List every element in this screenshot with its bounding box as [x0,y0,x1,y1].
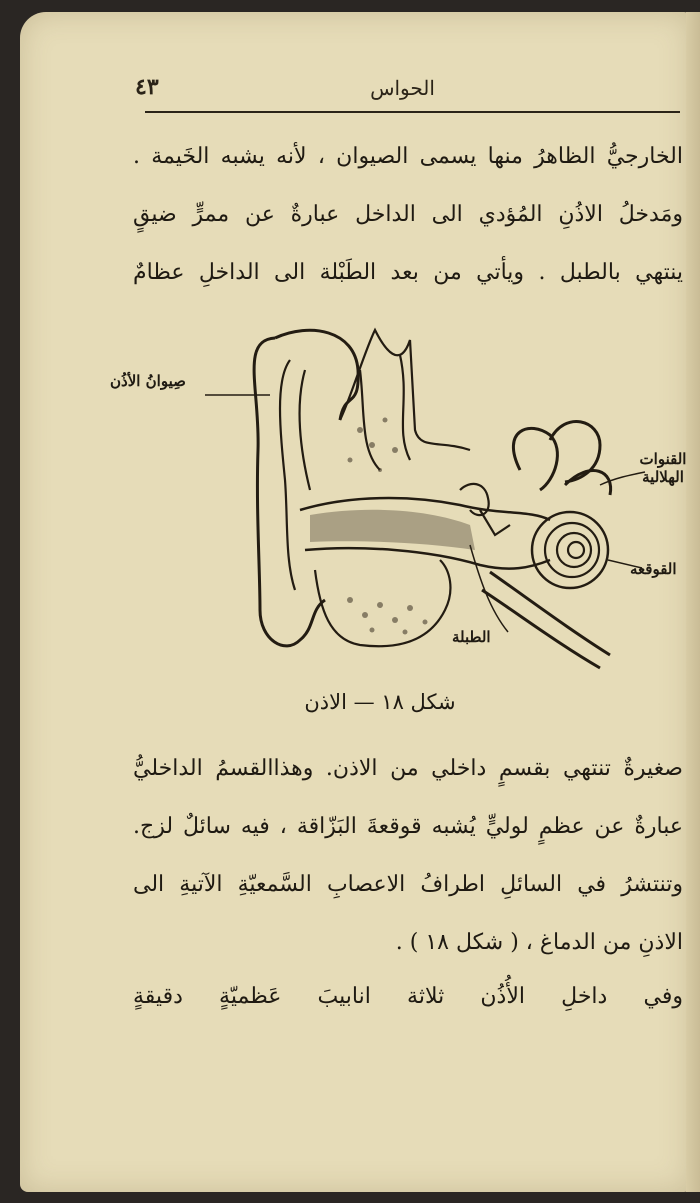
running-head [125,70,680,112]
body-text-top [133,128,683,302]
next-paragraph [133,968,683,1026]
body-text-bottom [133,740,683,972]
semicircular-canals-label: القنوات الهلالية [639,450,687,486]
ear-illustration [110,310,700,680]
text-line: الخارجيُّ الظاهرُ منها يسمى الصيوان ، لأنه يشبه الخَيمة . [133,144,683,169]
cochlea-label: القوقعه [630,560,677,578]
text-line: ومَدخلُ الاذُنِ المُؤدي الى الداخل عبارةٌ عن ممرٍّ ضيقٍ [133,202,683,227]
page-number: ٤٣ [135,74,159,100]
text-line: عبارةٌ عن عظمٍ لوليٍّ يُشبه قوقعةَ البَزّاقة ، فيه سائلٌ لزج. [133,814,683,839]
text-line: وفي داخلِ الأُذُن ثلاثة انابيبَ عَظميّةٍ دقيقةٍ [133,984,683,1009]
eardrum-label: الطبلة [452,628,491,646]
pinna-label: صِيوانُ الأذُن [110,372,186,390]
text-line: الاذنِ من الدماغ ، ( شكل ١٨ ) . [395,930,683,955]
header-rule [145,111,680,113]
text-line: وتنتشرُ في السائلِ اطرافُ الاعصابِ السَّمعيّةِ الآتيةِ الى [133,872,683,897]
figure-caption: شكل ١٨ — الاذن [304,690,456,714]
running-head-title: الحواس [370,76,435,100]
ear-anatomy-figure [110,310,700,680]
text-line: صغيرةٌ تنتهي بقسمٍ داخلي من الاذن. وهذاالقسمُ الداخليُّ [133,756,683,781]
text-line: ينتهي بالطبل . ويأتي من بعد الطَبْلة الى الداخلِ عظامٌ [133,260,683,285]
